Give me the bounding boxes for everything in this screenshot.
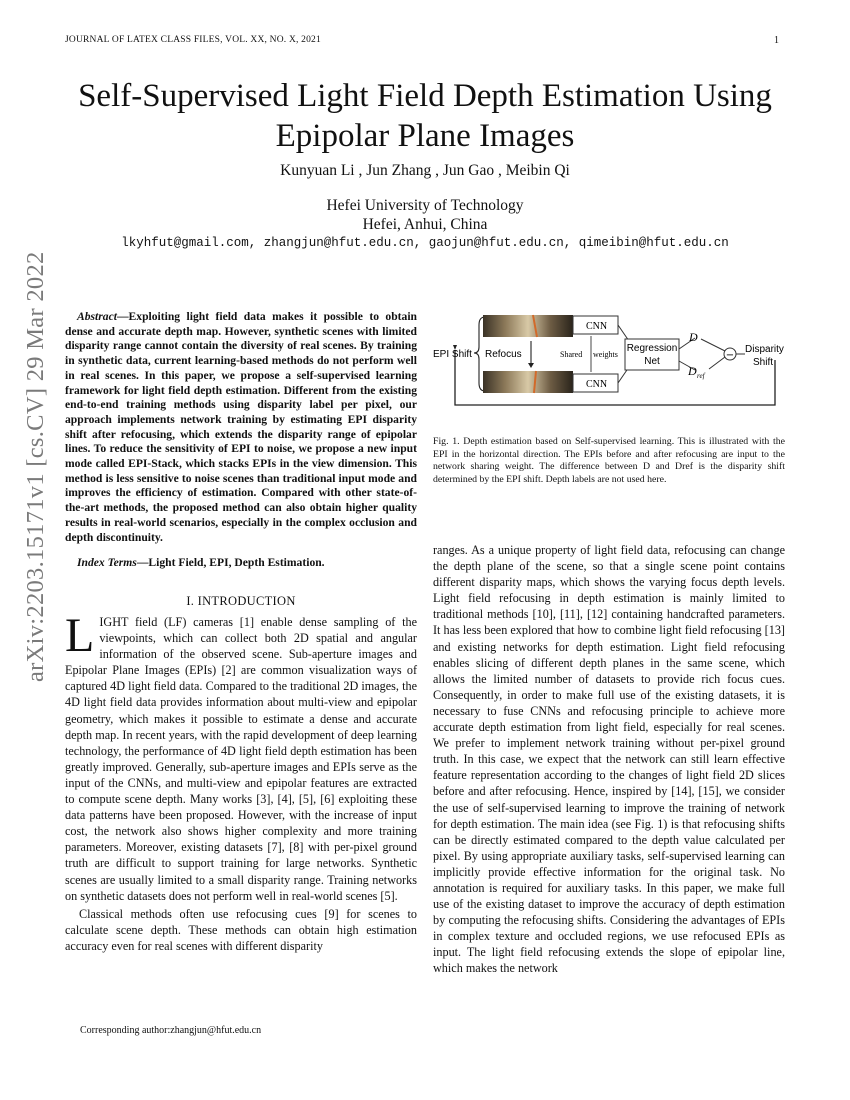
section-heading: I. INTRODUCTION [186,594,296,608]
abstract-text: —Exploiting light field data makes it possible to obtain dense and accurate depth map. However, synthetic scenes with limited disparity range cannot contain the diversity of real scenes. By training in synthetic data, current learning-based methods do not perform well in real scenes. In this paper, we propose a self-supervised learning framework for light field depth estimation. Different from the existing end-to-end training methods using disparity label per pixel, our approach implements network training by estimating EPI disparity shift after refocusing, which extends the disparity range of epipolar lines. To reduce the sensitivity of EPI to noise, we propose a new input mode called EPI-Stack, which stacks EPIs in the view dimension. This method is less sensitive to noise scenes than traditional input mode and improves the efficiency of estimation. Compared with other state-of-the-art methods, the proposed method can also obtain higher quality results in real-world scenarios, especially in the complex occlusion and depth discontinuity. [65,310,417,544]
figure-1 [433,305,785,415]
cnn-top-label: CNN [586,321,608,332]
cnn-bottom-label: CNN [586,379,608,390]
running-header: JOURNAL OF LATEX CLASS FILES, VOL. XX, NO. X, 2021 [65,35,321,45]
footnote: Corresponding author:zhangjun@hfut.edu.cn [80,1025,262,1036]
page-number: 1 [774,35,779,46]
abstract-label: Abstract [77,310,117,323]
d-label: D [689,330,698,344]
disparity-label-1: Disparity [745,344,784,355]
title-line-1: Self-Supervised Light Field Depth Estimation Using [78,78,772,114]
paper-title [40,76,810,156]
title-line-2: Epipolar Plane Images [275,118,575,154]
institution: Hefei University of Technology [326,197,524,214]
regression-label-1: Regression [626,343,678,354]
index-terms [65,556,417,569]
disparity-label-2: Shift [753,357,774,368]
authors: Kunyuan Li , Jun Zhang , Jun Gao , Meibin Qi [280,162,570,179]
figure-1-diagram [433,305,785,415]
right-column-body: ranges. As a unique property of light field data, refocusing can change the depth plane of the scene, so that a single scene point contains different disparity maps, which shows the varying focus depth levels. Light field refocusing in depth estimation is mainly limited to traditional methods [10], [11], [12] containing handcrafted parameters. It has less been explored that how to combine light field refocusing [13] and existing networks for depth estimation. Light field refocusing enables slicing of different depth planes in the same scene, which allows the limited number of datasets to provide rich focus cues. Consequently, in order to make full use of the existing datasets, it is necessary to fuse CNNs and refocusing principle to achieve more accurate depth estimation from light field, especially for real scenes. We prefer to implement network training without per-pixel ground truth. In this case, we expect that the network can still learn effective feature representation according to the changes of light field 2D slices before and after refocusing. Hence, inspired by [14], [15], we consider the use of self-supervised learning to improve the training of network for depth estimation. The main idea (see Fig. 1) is that refocusing shifts can be directly estimated compared to the depth value calculated per pixel. By using appropriate auxiliary tasks, self-supervised learning can implicitly provide effective information for the original task. No annotation is required for auxiliary tasks. In this paper, we make full use of the existing dataset to improve the accuracy of depth estimation by computing the refocusing shifts. Considering the advantages of EPIs in complex texture and occluded regions, we use refocused EPIs as input. The light field refocusing extends the slope of epipolar line, which makes the network [433,543,785,976]
arrow-d-minus [701,339,725,351]
minus-symbol: − [725,350,735,361]
epi-image-top [483,315,573,337]
intro-paragraph-1 [65,609,417,904]
intro-paragraph-2: Classical methods often use refocusing cues [9] for scenes to calculate scene depth. These methods can obtain high estimation accuracy even for real scenes with different disparity [65,906,417,953]
regression-label-2: Net [644,356,660,367]
dref-subscript: ref [697,372,705,380]
refocus-label: Refocus [485,349,522,360]
drop-cap: L [65,609,95,662]
figure-1-caption: Fig. 1. Depth estimation based on Self-supervised learning. This is illustrated with the EPI in the horizontal direction. The EPIs before and after refocusing are input to the network sharing weight. The difference between D and Dref is the disparity shift determined by the EPI shift. Depth labels are not used here. [433,436,785,485]
index-terms-label: Index Terms [77,556,137,569]
intro-paragraph-1-text: IGHT field (LF) cameras [1] enable dense sampling of the viewpoints, which can collect both 2D spatial and angular information of the observed scene. Sub-aperture images and Epipolar Plane Images (EPIs) [2] are common visualization ways of captured 4D light field data. Compared to the traditional 2D images, the 4D light field data provides information about multi-view and epipolar geometry, which makes it possible to estimate a dense and accurate depth map. In recent years, with the rapid development of deep learning technology, the performance of 4D light field depth estimation has been greatly improved. Generally, sub-aperture images and EPIs serve as the input of the CNNs, and multi-view and epipolar features are extracted to compute scene depth. Many works [3], [4], [5], [6] exploiting these data patterns have been proposed. However, with the increase of input cost, the network also shows higher complexity and more training parameters. Moreover, existing datasets [7], [8] with per-pixel ground truth are difficult to support training for large networks. Synthetic scenes are usually limited to a small disparity range. Training networks on synthetic datasets does not perform well in real-world scenes [5]. [65,615,417,903]
location: Hefei, Anhui, China [362,216,488,233]
weights-label: weights [593,350,618,359]
shared-label: Shared [560,350,583,359]
arxiv-stamp-text: arXiv:2203.15171v1 [cs.CV] 29 Mar 2022 [22,251,49,682]
introduction-body [65,609,417,954]
abstract [65,310,417,545]
index-terms-text: —Light Field, EPI, Depth Estimation. [136,556,325,569]
dref-label: D [688,364,697,378]
arrow-dref-minus [709,357,725,369]
author-emails: lkyhfut@gmail.com, zhangjun@hfut.edu.cn, gaojun@hfut.edu.cn, qimeibin@hfut.edu.cn [121,236,729,250]
refocus-arrow-head [528,363,534,368]
epi-image-bottom [483,371,573,393]
arxiv-stamp [6,251,66,690]
epi-shift-label: EPI Shift [433,349,472,360]
